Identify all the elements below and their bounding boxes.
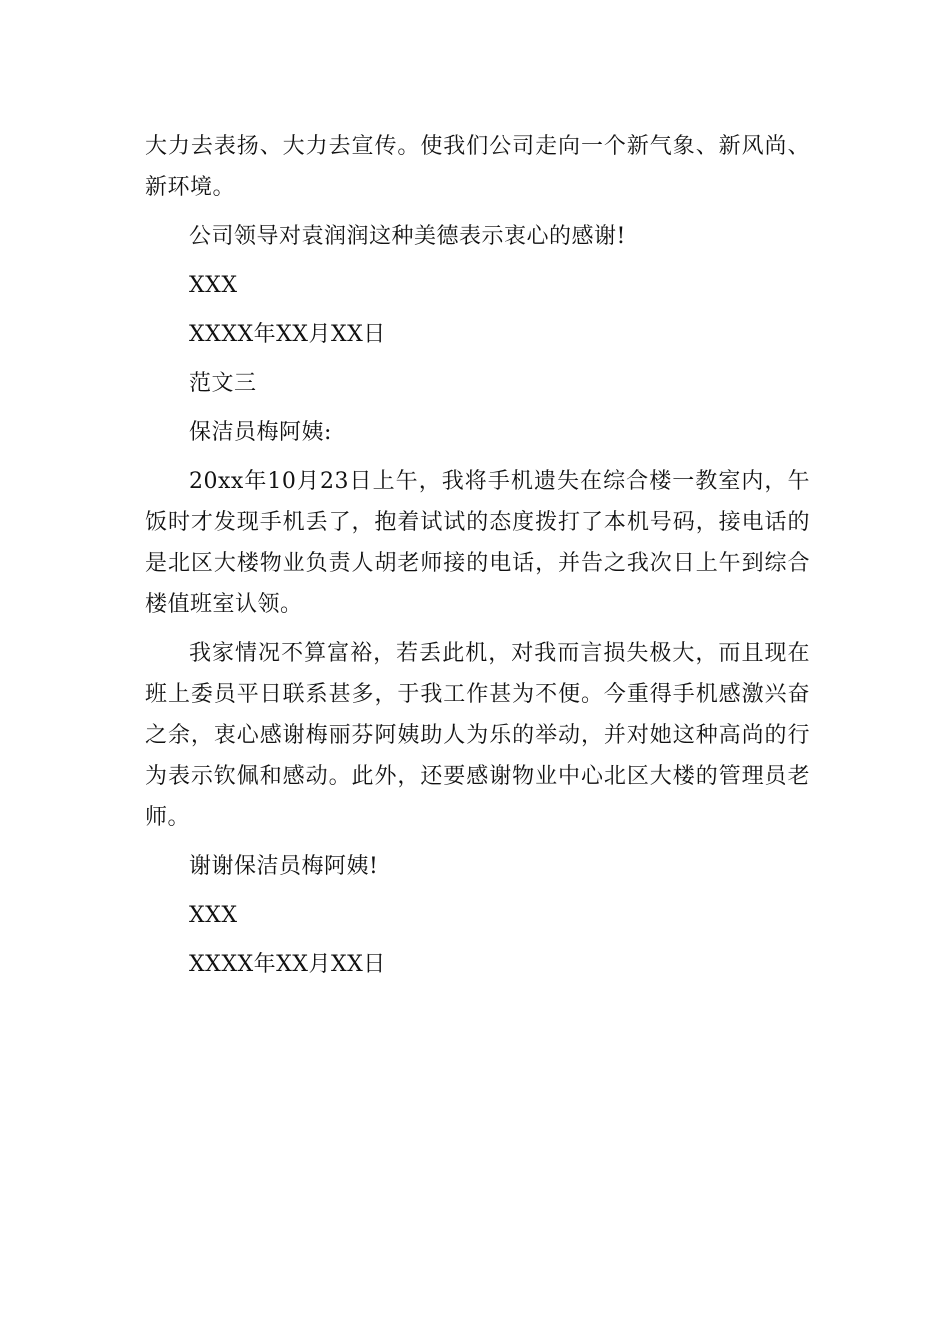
document-body: [145, 126, 810, 985]
letter-closing: 谢谢保洁员梅阿姨!: [189, 854, 379, 879]
signature-date-2: XXXX年XX月XX日: [189, 952, 386, 977]
signature-name-2: XXX: [189, 903, 238, 928]
signature-name: XXX: [189, 273, 238, 298]
paragraph-thanks-statement: 公司领导对袁润润这种美德表示衷心的感谢!: [189, 224, 626, 249]
paragraph-incident: 20xx年10月23日上午，我将手机遗失在综合楼一教室内，午饭时才发现手机丢了，抱着试试的态度拨打了本机号码，接电话的是北区大楼物业负责人胡老师接的电话，并告之我次日上午到综合楼值班室认领。: [145, 469, 810, 617]
signature-date: XXXX年XX月XX日: [189, 322, 386, 347]
letter-salutation: 保洁员梅阿姨:: [189, 420, 332, 445]
section-heading: 范文三: [189, 371, 257, 396]
paragraph-gratitude: 我家情况不算富裕，若丢此机，对我而言损失极大，而且现在班上委员平日联系甚多，于我工作甚为不便。今重得手机感激兴奋之余，衷心感谢梅丽芬阿姨助人为乐的举动，并对她这种高尚的行为表示钦佩和感动。此外，还要感谢物业中心北区大楼的管理员老师。: [145, 641, 810, 830]
paragraph-continuation: 大力去表扬、大力去宣传。使我们公司走向一个新气象、新风尚、新环境。: [145, 134, 810, 200]
